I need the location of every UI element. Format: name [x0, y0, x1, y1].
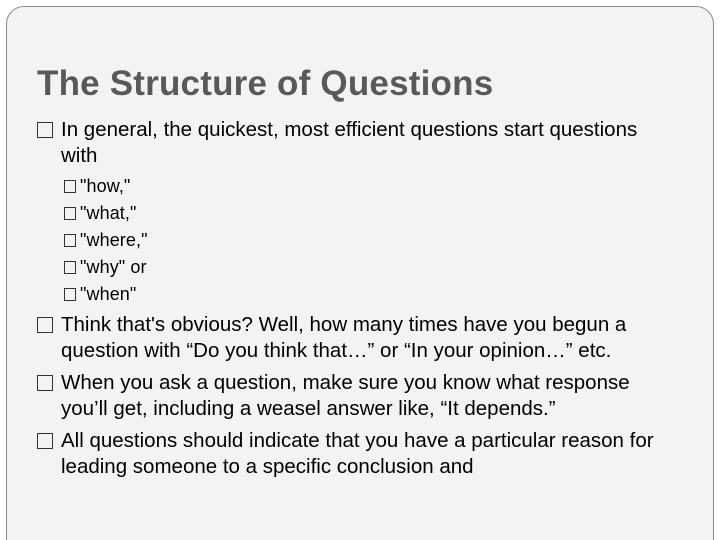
square-bullet-icon	[37, 122, 53, 138]
sub-bullet-text: "how,"	[80, 176, 131, 196]
bullet-text: All questions should indicate that you have a particular reason for leading someone to a specific conclusion and	[61, 429, 654, 478]
square-bullet-icon	[37, 317, 53, 333]
bullet-item	[37, 117, 677, 169]
sub-bullet-item	[37, 200, 677, 227]
bullet-text: Think that's obvious? Well, how many times have you begun a question with “Do you think that…” or “In your opinion…” etc.	[61, 313, 627, 362]
sub-bullet-item	[37, 227, 677, 254]
slide-title: The Structure of Questions	[37, 64, 494, 103]
square-bullet-icon	[37, 433, 53, 449]
sub-bullet-text: "why" or	[80, 257, 147, 277]
sub-bullet-text: "where,"	[80, 230, 148, 250]
bullet-text: When you ask a question, make sure you know what response you’ll get, including a weasel answer like, “It depends.”	[61, 371, 630, 420]
bullet-item	[37, 370, 677, 422]
sub-bullet-text: "what,"	[80, 203, 137, 223]
sub-bullet-list	[37, 173, 677, 308]
bullet-text: In general, the quickest, most efficient questions start questions with	[61, 118, 638, 167]
sub-bullet-item	[37, 281, 677, 308]
slide-content	[37, 117, 677, 480]
square-bullet-icon	[37, 375, 53, 391]
bullet-item	[37, 428, 677, 480]
sub-bullet-text: "when"	[80, 284, 137, 304]
sub-bullet-item	[37, 254, 677, 281]
square-bullet-icon	[64, 261, 76, 274]
square-bullet-icon	[64, 288, 76, 301]
bullet-item	[37, 312, 677, 364]
sub-bullet-item	[37, 173, 677, 200]
square-bullet-icon	[64, 207, 76, 220]
square-bullet-icon	[64, 234, 76, 247]
square-bullet-icon	[64, 180, 76, 193]
